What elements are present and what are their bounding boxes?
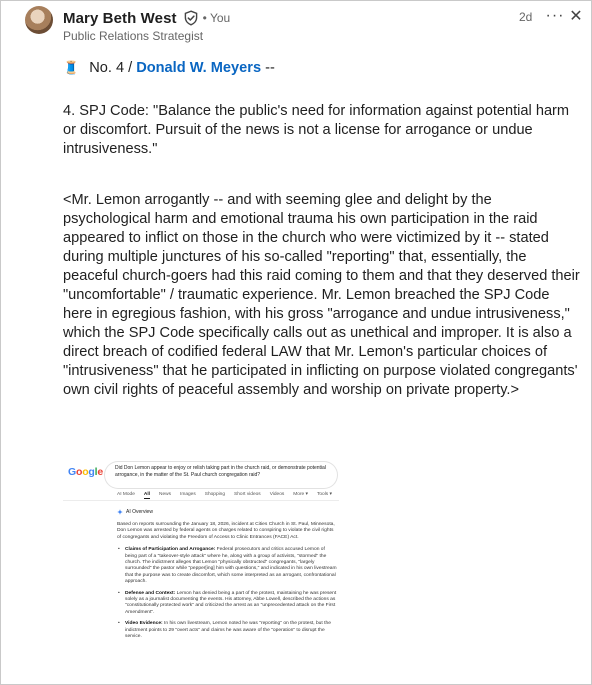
- post-paragraph-1: 4. SPJ Code: "Balance the public's need for information against potential harm or discomfort. Pursuit of the news is not a license for arrogance or undue intrusiveness.": [63, 103, 570, 157]
- list-item: • Defense and Context: Lemon has denied being a part of the protest, maintaining he was present solely as a journalist documenting the events. His attorney, Abbe Lowell, described the actions as "constitutionally protected work" and criticized the arrest as an "unprecedented attack on the First Amendment".: [117, 591, 337, 617]
- ai-overview-label: AI Overview: [126, 509, 153, 515]
- thread-suffix: --: [265, 60, 275, 76]
- tab-short-videos: Short videos: [234, 492, 261, 497]
- thread-spool-icon: 🧵: [63, 60, 80, 75]
- google-logo: Google: [68, 466, 103, 478]
- post-thread-line: [63, 60, 275, 76]
- connection-degree: • You: [202, 11, 231, 25]
- mention-link[interactable]: Donald W. Meyers: [136, 60, 262, 76]
- search-query: Did Don Lemon appear to enjoy or relish taking part in the church raid, or demonstrate potential arrogance, in the matter of the St. Paul church congregation raid?: [115, 465, 326, 478]
- thread-number: No. 4 /: [89, 60, 133, 76]
- post-timestamp: 2d: [519, 10, 533, 24]
- list-item: • Claims of Participation and Arrogance: Federal prosecutors and critics accused Lemon of being part of a "takeover-style attack" where he, along with a group of activists, "stormed" the church. The indictment alleges that Lemon "physically obstructed" congregants, "largely surrounded" the pastor while "pepper[ing] him with questions," and indicated in his own livestream that the purpose was to create discomfort, which some interpreted as an arrogant, confrontational approach.: [117, 547, 337, 585]
- author-headline: Public Relations Strategist: [63, 29, 204, 43]
- attached-screenshot[interactable]: [63, 459, 339, 682]
- tab-ai-mode: AI Mode: [117, 492, 135, 497]
- more-options-icon[interactable]: ···: [545, 7, 565, 24]
- ai-overview-intro: Based on reports surrounding the January 18, 2026, incident at Cities Church in St. Paul, Minnesota, Don Lemon was arrested by federal agents on charges related to conspiring to violate the civil rights of congregants and violating the Freedom of Access to Clinic Entrances (FACE) Act.: [117, 522, 335, 540]
- tab-tools: Tools ▾: [316, 492, 332, 497]
- verified-badge-icon: [183, 10, 199, 26]
- tab-more: More ▾: [293, 492, 308, 497]
- post-paragraph-2: <Mr. Lemon arrogantly -- and with seeming glee and delight by the psychological harm and emotional trauma his own participation in the raid appeared to inflict on those in the church who were victimized by it -- stated during multiple junctures of his so-called "reporting" that, essentially, the peaceful church-goers had this raid coming to them and that they deserved their "uncomfortable" / traumatic experience. Mr. Lemon breached the SPJ Code here in egregious fashion, with his gross "arrogance and undue intrusiveness," which the SPJ Code specifically calls out as unethical and improper. It is also a direct breach of codified federal LAW that Mr. Lemon's particular choices of "intrusiveness" that he participated in inflicting on purpose violated congregants' own civil rights of peaceful assembly and worship on private property.>: [63, 192, 580, 398]
- author-name-row: [63, 9, 230, 27]
- author-avatar[interactable]: [25, 6, 53, 34]
- tab-news: News: [159, 492, 172, 497]
- tab-shopping: Shopping: [204, 492, 226, 497]
- tab-images: Images: [180, 492, 196, 497]
- close-icon[interactable]: ✕: [569, 8, 583, 25]
- tab-videos: Videos: [269, 492, 285, 497]
- list-item: • Video Evidence: In his own livestream, Lemon noted he was "reporting" on the protest, but the indictment points to 29 "overt acts" and claims he was aware of the "operation" to disrupt the service.: [117, 621, 337, 640]
- search-tabs: [117, 492, 332, 499]
- ai-sparkle-icon: [117, 509, 123, 515]
- ai-overview-body: [117, 522, 337, 646]
- tabs-divider: [63, 500, 339, 501]
- ai-overview-header: [117, 509, 153, 515]
- ai-overview-list: [117, 547, 337, 640]
- author-name[interactable]: Mary Beth West: [63, 9, 177, 27]
- tab-all: All: [143, 492, 151, 497]
